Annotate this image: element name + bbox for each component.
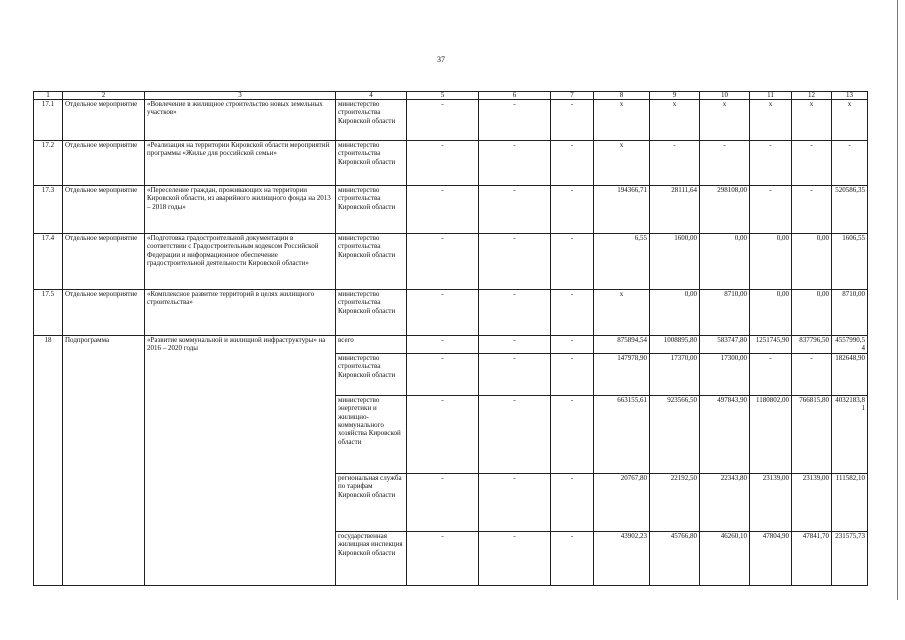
header-cell: 12 — [792, 92, 832, 100]
cell-col5: - — [407, 531, 479, 585]
cell-col11: 0,00 — [750, 234, 792, 290]
cell-col8: x — [594, 141, 650, 186]
cell-col13: - — [832, 141, 868, 186]
row-id: 17.3 — [34, 186, 63, 234]
cell-col5: - — [407, 336, 479, 354]
cell-col13: 8710,00 — [832, 290, 868, 336]
cell-col10: 298108,00 — [700, 186, 750, 234]
cell-col7: - — [551, 473, 594, 531]
cell-col10: 583747,80 — [700, 336, 750, 354]
cell-col8: 663155,61 — [594, 395, 650, 473]
budget-table — [33, 91, 868, 586]
cell-col11: 23139,00 — [750, 473, 792, 531]
cell-col8: 875894,54 — [594, 336, 650, 354]
cell-col12: 23139,00 — [792, 473, 832, 531]
cell-col5: - — [407, 290, 479, 336]
row-executor: министерство строительства Кировской области — [336, 353, 407, 395]
row-name: «Реализация на территории Кировской области мероприятий программы «Жилье для российской семьи» — [145, 141, 336, 186]
cell-col6: - — [479, 234, 551, 290]
cell-col12: 766815,80 — [792, 395, 832, 473]
row-executor: региональная служба по тарифам Кировской области — [336, 473, 407, 531]
cell-col10: 22343,80 — [700, 473, 750, 531]
cell-col5: - — [407, 186, 479, 234]
cell-col6: - — [479, 336, 551, 354]
cell-col10: 8710,00 — [700, 290, 750, 336]
cell-col6: - — [479, 353, 551, 395]
cell-col9: 1600,00 — [650, 234, 700, 290]
cell-col6: - — [479, 186, 551, 234]
cell-col5: - — [407, 473, 479, 531]
table-row — [34, 234, 868, 290]
row-type: Отдельное мероприятие — [63, 290, 145, 336]
header-row — [34, 92, 868, 100]
cell-col8: 147978,90 — [594, 353, 650, 395]
cell-col11: 47804,90 — [750, 531, 792, 585]
cell-col7: - — [551, 141, 594, 186]
cell-col11: - — [750, 186, 792, 234]
cell-col13: 231575,73 — [832, 531, 868, 585]
page-edge-line — [897, 0, 898, 600]
row-name: «Комплексное развитие территорий в целях жилищного строительства» — [145, 290, 336, 336]
cell-col10: 46260,10 — [700, 531, 750, 585]
cell-col11: x — [750, 100, 792, 141]
row-executor: министерство строительства Кировской области — [336, 186, 407, 234]
cell-col5: - — [407, 141, 479, 186]
header-cell: 6 — [479, 92, 551, 100]
page-number: 37 — [437, 55, 445, 64]
cell-col12: - — [792, 353, 832, 395]
cell-col7: - — [551, 531, 594, 585]
cell-col9: x — [650, 100, 700, 141]
row-executor: министерство строительства Кировской области — [336, 141, 407, 186]
cell-col6: - — [479, 473, 551, 531]
row-id: 17.1 — [34, 100, 63, 141]
row-name: «Развитие коммунальной и жилищной инфраструктуры» на 2016 – 2020 годы — [145, 336, 336, 586]
header-cell: 1 — [34, 92, 63, 100]
cell-col9: 17370,00 — [650, 353, 700, 395]
cell-col9: 45766,80 — [650, 531, 700, 585]
cell-col13: 520586,35 — [832, 186, 868, 234]
header-cell: 2 — [63, 92, 145, 100]
table-row — [34, 141, 868, 186]
header-cell: 8 — [594, 92, 650, 100]
cell-col7: - — [551, 186, 594, 234]
row-executor: государственная жилищная инспекция Кировской области — [336, 531, 407, 585]
header-cell: 5 — [407, 92, 479, 100]
cell-col13: 182648,90 — [832, 353, 868, 395]
table-row — [34, 186, 868, 234]
cell-col9: 22192,50 — [650, 473, 700, 531]
row-id: 17.5 — [34, 290, 63, 336]
row-name: «Вовлечение в жилищное строительство новых земельных участков» — [145, 100, 336, 141]
cell-col11: 0,00 — [750, 290, 792, 336]
cell-col11: 1180802,00 — [750, 395, 792, 473]
cell-col7: - — [551, 336, 594, 354]
cell-col8: x — [594, 290, 650, 336]
header-cell: 3 — [145, 92, 336, 100]
cell-col12: - — [792, 141, 832, 186]
cell-col8: 43902,23 — [594, 531, 650, 585]
cell-col8: 6,55 — [594, 234, 650, 290]
row-executor: всего — [336, 336, 407, 354]
row-id: 17.2 — [34, 141, 63, 186]
row-type: Отдельное мероприятие — [63, 141, 145, 186]
cell-col12: 47841,70 — [792, 531, 832, 585]
cell-col10: 497843,90 — [700, 395, 750, 473]
row-type: Подпрограмма — [63, 336, 145, 586]
cell-col8: 20767,80 — [594, 473, 650, 531]
cell-col8: x — [594, 100, 650, 141]
cell-col6: - — [479, 100, 551, 141]
header-cell: 9 — [650, 92, 700, 100]
row-type: Отдельное мероприятие — [63, 100, 145, 141]
row-executor: министерство строительства Кировской области — [336, 100, 407, 141]
row-executor: министерство строительства Кировской области — [336, 234, 407, 290]
cell-col7: - — [551, 234, 594, 290]
row-id: 18 — [34, 336, 63, 586]
header-cell: 4 — [336, 92, 407, 100]
cell-col6: - — [479, 141, 551, 186]
cell-col12: - — [792, 186, 832, 234]
cell-col12: 837796,50 — [792, 336, 832, 354]
cell-col10: 17300,00 — [700, 353, 750, 395]
cell-col9: 28111,64 — [650, 186, 700, 234]
cell-col6: - — [479, 531, 551, 585]
cell-col5: - — [407, 234, 479, 290]
cell-col13: 4557990,54 — [832, 336, 868, 354]
cell-col7: - — [551, 395, 594, 473]
cell-col8: 194366,71 — [594, 186, 650, 234]
row-id: 17.4 — [34, 234, 63, 290]
cell-col9: 1008895,80 — [650, 336, 700, 354]
row-executor: министерство энергетики и жилищно-коммунального хозяйства Кировской области — [336, 395, 407, 473]
table-row — [34, 290, 868, 336]
cell-col6: - — [479, 395, 551, 473]
cell-col5: - — [407, 100, 479, 141]
header-cell: 13 — [832, 92, 868, 100]
cell-col5: - — [407, 353, 479, 395]
header-cell: 11 — [750, 92, 792, 100]
row-name: «Переселение граждан, проживающих на территории Кировской области, из аварийного жилищного фонда на 2013 – 2018 годы» — [145, 186, 336, 234]
row-type: Отдельное мероприятие — [63, 234, 145, 290]
row-name: «Подготовка градостроительной документации в соответствии с Градостроительным кодексом Российской Федерации и информационное обеспечение градостроительной деятельности Кировской области» — [145, 234, 336, 290]
table-row — [34, 100, 868, 141]
row-type: Отдельное мероприятие — [63, 186, 145, 234]
cell-col7: - — [551, 290, 594, 336]
row-executor: министерство строительства Кировской области — [336, 290, 407, 336]
header-cell: 7 — [551, 92, 594, 100]
cell-col13: x — [832, 100, 868, 141]
table-row — [34, 336, 868, 354]
cell-col9: 0,00 — [650, 290, 700, 336]
cell-col13: 4032183,81 — [832, 395, 868, 473]
cell-col12: 0,00 — [792, 234, 832, 290]
cell-col11: - — [750, 353, 792, 395]
cell-col6: - — [479, 290, 551, 336]
cell-col5: - — [407, 395, 479, 473]
cell-col9: - — [650, 141, 700, 186]
cell-col11: 1251745,90 — [750, 336, 792, 354]
cell-col12: 0,00 — [792, 290, 832, 336]
cell-col10: - — [700, 141, 750, 186]
cell-col10: x — [700, 100, 750, 141]
cell-col12: x — [792, 100, 832, 141]
cell-col9: 923566,50 — [650, 395, 700, 473]
cell-col7: - — [551, 353, 594, 395]
cell-col13: 111582,10 — [832, 473, 868, 531]
cell-col10: 0,00 — [700, 234, 750, 290]
cell-col13: 1606,55 — [832, 234, 868, 290]
header-cell: 10 — [700, 92, 750, 100]
cell-col7: - — [551, 100, 594, 141]
cell-col11: - — [750, 141, 792, 186]
